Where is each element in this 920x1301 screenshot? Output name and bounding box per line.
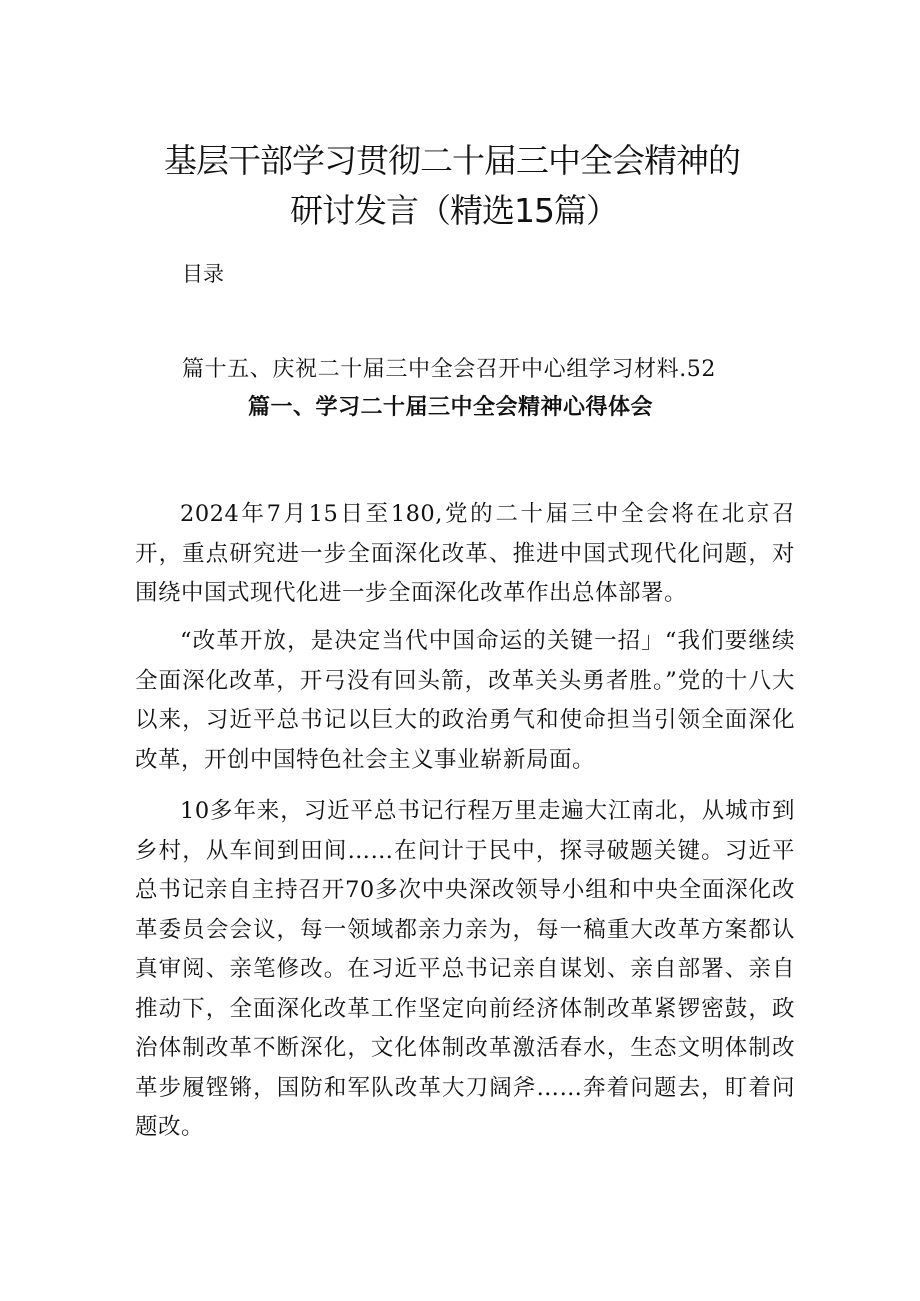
body-paragraph-2 — [135, 622, 795, 780]
document-title-line-1: 基层干部学习贯彻二十届三中全会精神的 — [164, 141, 740, 180]
paragraph-text: 2024年7月15日至180,党的二十届三中全会将在北京召开，重点研究进一步全面深化改革、推进中国式现代化问题，对围绕中国式现代化进一步全面深化改革作出总体部署。 — [135, 501, 795, 606]
paragraph-text: 10多年来，习近平总书记行程万里走遍大江南北，从城市到乡村，从车间到田间……在问计于民中，探寻破题关键。习近平总书记亲自主持召开70多次中央深改领导小组和中央全面深化改革委员会会议，每一领域都亲力亲为，每一稿重大改革方案都认真审阅、亲笔修改。在习近平总书记亲自谋划、亲自部署、亲自推动下，全面深化改革工作坚定向前经济体制改革紧锣密鼓，政治体制改革不断深化，文化体制改革激活春水，生态文明体制改革步履铿锵，国防和军队改革大刀阔斧……奔着问题去，盯着问题改。 — [135, 798, 795, 1140]
toc-label: 目录 — [182, 262, 224, 286]
body-paragraph-3 — [135, 792, 795, 1148]
section-heading: 篇一、学习二十届三中全会精神心得体会 — [248, 395, 654, 420]
toc-item: 篇十五、庆祝二十届三中全会召开中心组学习材料.52 — [182, 357, 716, 382]
paragraph-text: “改革开放，是决定当代中国命运的关键一招」“我们要继续全面深化改革，开弓没有回头箭，改革关头勇者胜。”党的十八大以来，习近平总书记以巨大的政治勇气和使命担当引领全面深化改革，开创中国特色社会主义事业崭新局面。 — [135, 628, 795, 773]
body-paragraph-1 — [135, 495, 795, 614]
document-title-line-2: 研讨发言（精选15篇） — [290, 191, 618, 230]
